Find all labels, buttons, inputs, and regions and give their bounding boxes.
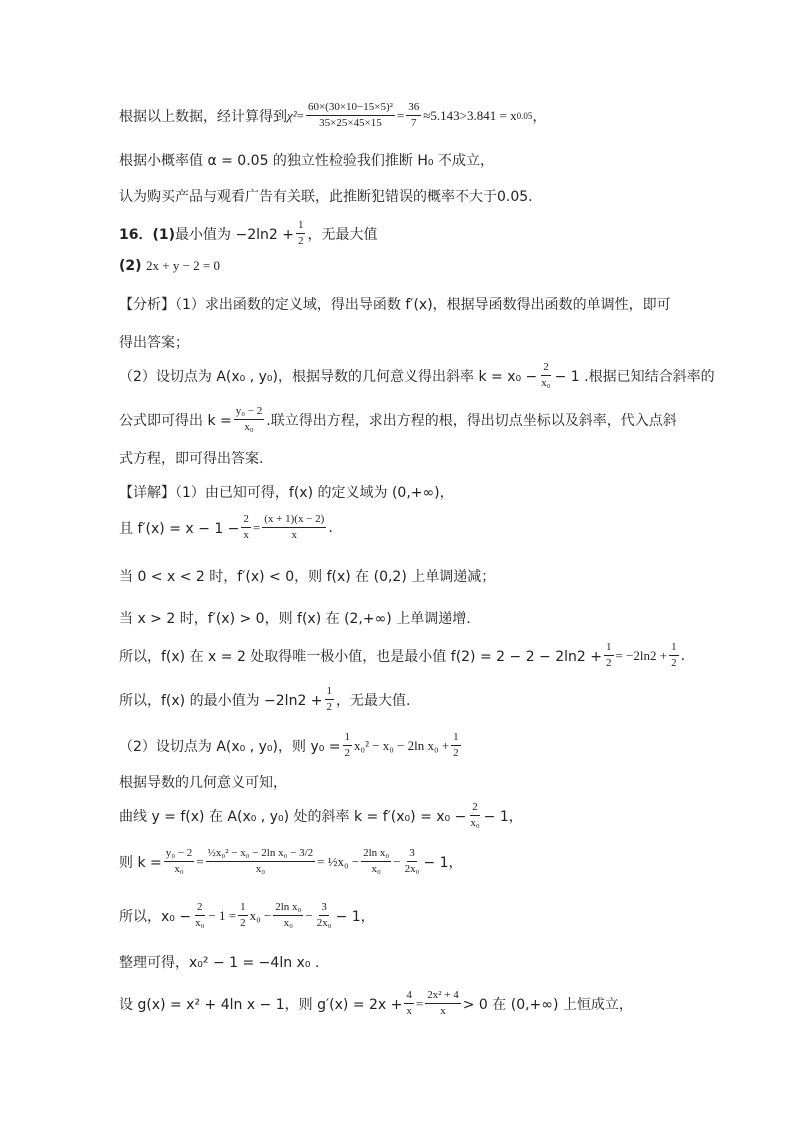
math: − bbox=[393, 853, 401, 869]
fraction: $\frac{\text{60×(30×10−15×5)²}}{35\times 25\times 45\times 15}$ bbox=[307, 101, 393, 129]
math: − bbox=[305, 907, 313, 923]
answer-16-1 bbox=[119, 218, 377, 249]
fraction: $\frac{2}{\text{x₀}}$ bbox=[195, 901, 205, 929]
text: 根据导数的几何意义可知， bbox=[119, 775, 287, 791]
math: = bbox=[196, 853, 204, 869]
fraction: $\frac{\text{2ln x₀}}{\text{x₀}}$ bbox=[363, 847, 390, 875]
text: 设 g(x) = x² + 4ln x − 1，则 g′(x) = 2x + bbox=[119, 996, 403, 1013]
line-chi-square bbox=[119, 100, 546, 131]
math: = bbox=[415, 995, 424, 1011]
text: ，无最大值. bbox=[336, 692, 411, 709]
fraction: $\frac{36}{7}$ bbox=[408, 101, 420, 129]
fraction: $\frac{1}{2}$ bbox=[297, 219, 304, 247]
text: 式方程，即可得出答案. bbox=[119, 451, 264, 467]
analysis-2 bbox=[119, 332, 189, 352]
math: = ½x₀ − bbox=[317, 853, 360, 869]
text: 【详解】（1）由已知可得，f(x) 的定义域为 (0,+∞)， bbox=[119, 485, 454, 501]
text: （2）设切点为 A(x₀ , y₀)，则 y₀ = bbox=[119, 738, 341, 755]
text: . bbox=[680, 647, 686, 664]
text: − 1， bbox=[335, 908, 375, 925]
fraction: $\frac{2}{\text{x₀}}$ bbox=[541, 361, 551, 389]
fraction: $\frac{\text{y₀ − 2}}{\text{x₀}}$ bbox=[165, 847, 193, 875]
question-label: 16．(1) bbox=[119, 226, 176, 243]
detail-10 bbox=[119, 846, 463, 877]
text: 【分析】（1）求出函数的定义域，得出导函数 f′(x)，根据导函数得出函数的单调性，即可 bbox=[119, 297, 671, 313]
fraction: $\frac{3}{\text{2x₀}}$ bbox=[316, 901, 332, 929]
fraction: $\frac{\text{2x² + 4}}{x}$ bbox=[427, 989, 459, 1017]
subscript: 0.05 bbox=[516, 110, 533, 121]
text: .联立得出方程，求出方程的根，得出切点坐标以及斜率，代入点斜 bbox=[266, 412, 677, 429]
text: 曲线 y = f(x) 在 A(x₀ , y₀) 处的斜率 k = f′(x₀) = x₀ − bbox=[119, 808, 467, 825]
fraction: $\frac{2}{x}$ bbox=[243, 513, 249, 541]
fraction: $\frac{1}{2}$ bbox=[606, 641, 612, 669]
fraction: $\frac{(x + 1)(x - 2)}{x}$ bbox=[264, 513, 325, 541]
line-2 bbox=[119, 150, 494, 170]
text: > 0 在 (0,+∞) 上恒成立， bbox=[462, 996, 633, 1013]
detail-3 bbox=[119, 566, 495, 586]
fraction: $\frac{2}{\text{x₀}}$ bbox=[470, 801, 480, 829]
detail-2 bbox=[119, 512, 333, 543]
text: （2）设切点为 A(x₀ , y₀)，根据导数的几何意义得出斜率 k = x₀ − bbox=[119, 368, 538, 385]
detail-9 bbox=[119, 800, 523, 831]
text: 整理可得，x₀² − 1 = −4ln x₀ . bbox=[119, 955, 320, 971]
text: 当 0 < x < 2 时，f′(x) < 0，则 f(x) 在 (0,2) 上单调递减； bbox=[119, 569, 496, 585]
fraction: $\frac{4}{x}$ bbox=[406, 989, 412, 1017]
text: 所以，f(x) 的最小值为 −2ln2 + bbox=[119, 692, 323, 709]
text: − 1 .根据已知结合斜率的 bbox=[554, 368, 715, 385]
text: ， bbox=[532, 108, 547, 125]
detail-4 bbox=[119, 608, 471, 628]
math: x₀² − x₀ − 2ln x₀ + bbox=[354, 737, 450, 753]
analysis-4 bbox=[119, 404, 677, 435]
analysis-3 bbox=[119, 360, 715, 391]
analysis-5 bbox=[119, 448, 263, 468]
text: 根据以上数据，经计算得到 bbox=[119, 108, 287, 125]
question-label: (2) bbox=[119, 258, 142, 274]
fraction: $\frac{1}{2}$ bbox=[240, 901, 246, 929]
analysis-1 bbox=[119, 294, 671, 314]
math: = bbox=[296, 107, 304, 123]
math: χ² bbox=[287, 107, 297, 123]
text: − 1， bbox=[423, 854, 463, 871]
text: 认为购买产品与观看广告有关联，此推断犯错误的概率不大于0.05. bbox=[119, 189, 533, 205]
fraction: $\frac{1}{2}$ bbox=[453, 731, 459, 759]
detail-1 bbox=[119, 482, 454, 502]
fraction: $\frac{1}{2}$ bbox=[326, 685, 333, 713]
text: 得出答案； bbox=[119, 335, 189, 351]
fraction: $\frac{1}{2}$ bbox=[344, 731, 351, 759]
line-3 bbox=[119, 186, 533, 206]
fraction: $\frac{3}{\text{2x₀}}$ bbox=[404, 847, 420, 875]
text: ，无最大值 bbox=[307, 226, 378, 243]
math: 2x + y − 2 = 0 bbox=[146, 258, 220, 273]
text: 最小值为 −2ln2 + bbox=[175, 226, 294, 243]
text: 所以，f(x) 在 x = 2 处取得唯一极小值，也是最小值 f(2) = 2 − 2 − 2ln2 + bbox=[119, 648, 602, 665]
text: 所以，x₀ − bbox=[119, 908, 192, 925]
text: 根据小概率值 α = 0.05 的独立性检验我们推断 H₀ 不成立， bbox=[119, 153, 494, 169]
math: ≈5.143>3.841 = x bbox=[423, 107, 517, 123]
detail-8 bbox=[119, 772, 287, 792]
fraction: $\frac{1}{2}$ bbox=[671, 641, 677, 669]
fraction: $\frac{\text{y₀ − 2}}{\text{x₀}}$ bbox=[235, 405, 263, 433]
detail-12 bbox=[119, 952, 319, 972]
text: 则 k = bbox=[119, 854, 162, 871]
math: x₀ − bbox=[249, 907, 272, 923]
math: − 1 = bbox=[208, 907, 237, 923]
detail-13 bbox=[119, 988, 633, 1019]
text: 当 x > 2 时，f′(x) > 0，则 f(x) 在 (2,+∞) 上单调递增. bbox=[119, 611, 471, 627]
detail-6 bbox=[119, 684, 410, 715]
text: . bbox=[328, 519, 333, 536]
text: − 1， bbox=[483, 808, 523, 825]
detail-11 bbox=[119, 900, 375, 931]
answer-16-2 bbox=[119, 258, 220, 274]
detail-5 bbox=[119, 640, 685, 671]
fraction: $\frac{\text{2ln x₀}}{\text{x₀}}$ bbox=[275, 901, 302, 929]
text: 公式即可得出 k = bbox=[119, 412, 232, 429]
text: 且 f′(x) = x − 1 − bbox=[119, 520, 240, 537]
fraction: $\frac{\text{½x₀² − x₀ − 2ln x₀ − 3/2}}{\text{x₀}}$ bbox=[207, 847, 314, 875]
math: = −2ln2 + bbox=[615, 647, 668, 663]
detail-7 bbox=[119, 730, 463, 761]
math: = bbox=[252, 519, 261, 535]
math: = bbox=[396, 107, 405, 123]
